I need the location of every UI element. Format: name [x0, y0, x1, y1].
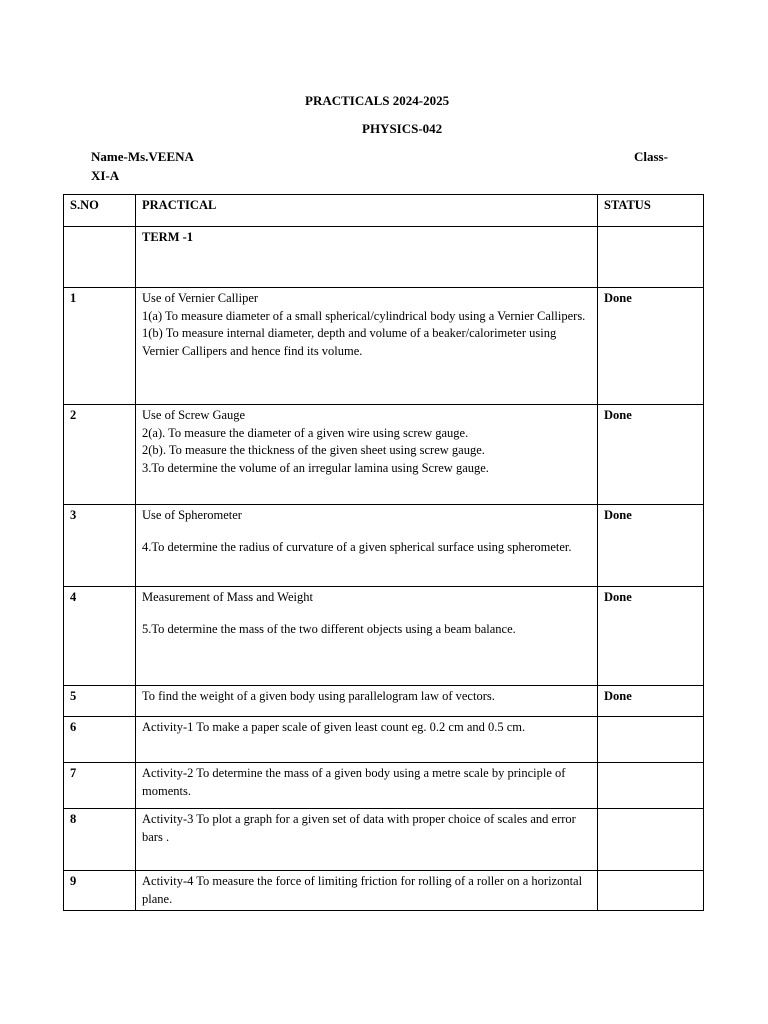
row-status: Done: [598, 587, 704, 686]
practicals-table: [63, 194, 704, 911]
row-practical: Activity-3 To plot a graph for a given set of data with proper choice of scales and error bars .: [136, 809, 598, 871]
row-sno: 3: [64, 505, 136, 587]
row-sno: 1: [64, 288, 136, 405]
table-row: [64, 288, 704, 405]
row-sno: 6: [64, 717, 136, 763]
table-row: [64, 587, 704, 686]
row-sno: 9: [64, 871, 136, 911]
table-row: [64, 505, 704, 587]
row-sno: 4: [64, 587, 136, 686]
header-sno: S.NO: [64, 195, 136, 227]
practical-line: Use of Vernier Calliper: [142, 291, 259, 305]
row-practical: [136, 505, 598, 587]
row-sno: 8: [64, 809, 136, 871]
practical-line: 1(a) To measure diameter of a small spherical/cylindrical body using a Vernier Callipers.: [142, 308, 586, 323]
table-row: [64, 871, 704, 911]
practical-line: 2(a). To measure the diameter of a given wire using screw gauge.: [142, 425, 469, 440]
practical-line: 1(b) To measure internal diameter, depth and volume of a beaker/calorimeter using Vernier Callipers and hence find its volume.: [142, 326, 557, 358]
row-status: Done: [598, 405, 704, 505]
header-practical: PRACTICAL: [136, 195, 598, 227]
table-row: [64, 763, 704, 809]
term-row: [64, 227, 704, 288]
practical-line: 5.To determine the mass of the two different objects using a beam balance.: [142, 621, 516, 636]
row-practical: Activity-2 To determine the mass of a given body using a metre scale by principle of moments.: [136, 763, 598, 809]
practical-line: Use of Screw Gauge: [142, 408, 246, 422]
row-sno: 5: [64, 686, 136, 717]
class-section: XI-A: [91, 168, 120, 183]
document-title: PRACTICALS 2024-2025: [305, 93, 450, 108]
row-status: Done: [598, 505, 704, 587]
row-practical: Activity-1 To make a paper scale of given least count eg. 0.2 cm and 0.5 cm.: [136, 717, 598, 763]
row-status: Done: [598, 288, 704, 405]
row-sno: 7: [64, 763, 136, 809]
row-practical: [136, 587, 598, 686]
practical-line: Use of Spherometer: [142, 508, 242, 522]
practical-line: Measurement of Mass and Weight: [142, 590, 313, 604]
table-header-row: [64, 195, 704, 227]
table-row: [64, 809, 704, 871]
row-sno: 2: [64, 405, 136, 505]
table-row: [64, 405, 704, 505]
term-label: TERM -1: [136, 227, 598, 288]
row-status: [598, 871, 704, 911]
student-name: Name-Ms.VEENA: [91, 149, 194, 164]
class-label: Class-: [634, 149, 668, 164]
practical-line: 2(b). To measure the thickness of the given sheet using screw gauge.: [142, 443, 485, 457]
row-status: [598, 717, 704, 763]
row-practical: Activity-4 To measure the force of limiting friction for rolling of a roller on a horizontal plane.: [136, 871, 598, 911]
header-status: STATUS: [598, 195, 704, 227]
row-status: [598, 809, 704, 871]
row-practical: [136, 288, 598, 405]
term-status-cell: [598, 227, 704, 288]
subject-code: PHYSICS-042: [362, 121, 443, 136]
row-practical: To find the weight of a given body using parallelogram law of vectors.: [136, 686, 598, 717]
row-status: [598, 763, 704, 809]
practical-line: 3.To determine the volume of an irregular lamina using Screw gauge.: [142, 460, 489, 475]
row-practical: [136, 405, 598, 505]
practical-line: 4.To determine the radius of curvature of a given spherical surface using spherometer.: [142, 539, 572, 554]
table-row: [64, 686, 704, 717]
table-row: [64, 717, 704, 763]
term-sno-cell: [64, 227, 136, 288]
row-status: Done: [598, 686, 704, 717]
